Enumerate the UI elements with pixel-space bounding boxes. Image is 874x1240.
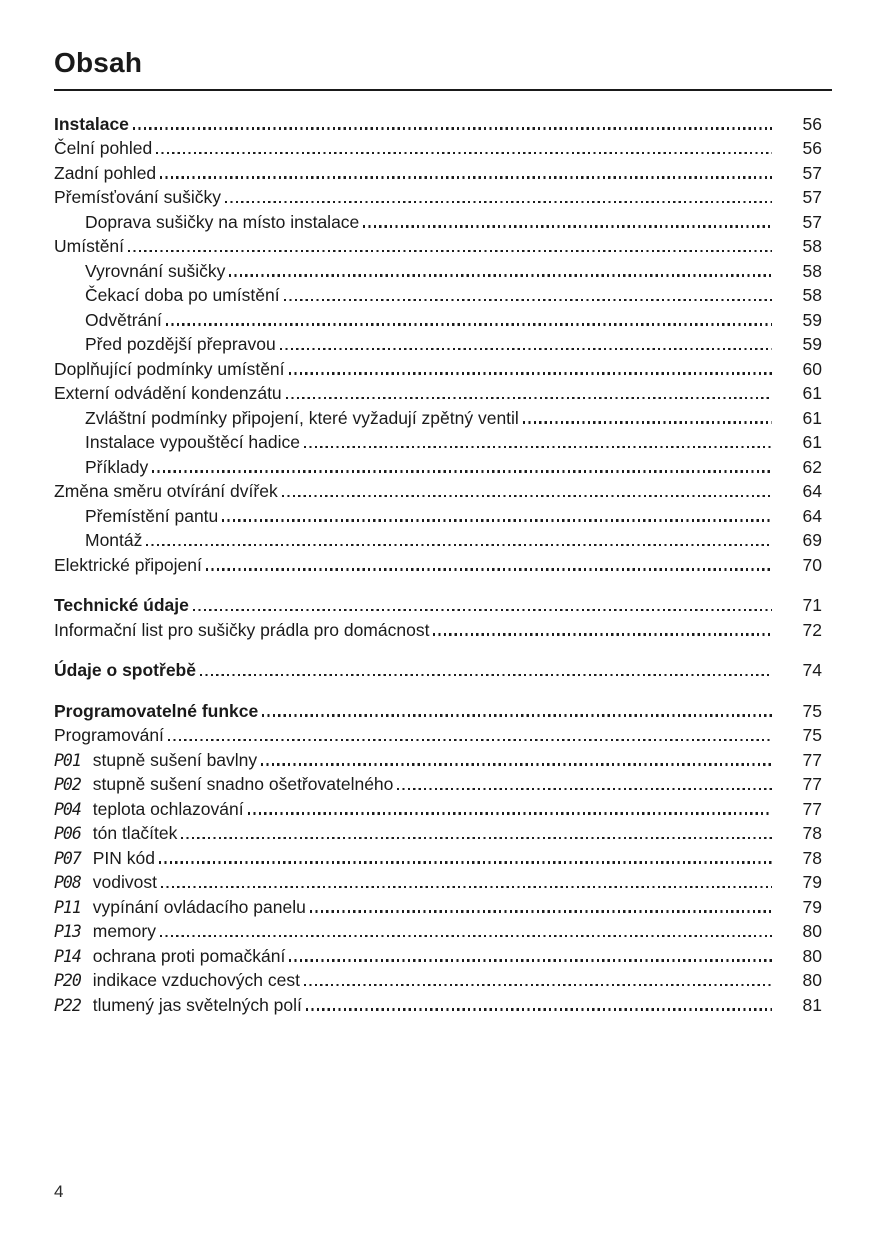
toc-dotted-leader xyxy=(193,609,772,611)
toc-entry-label: Čekací doba po umístění xyxy=(85,285,280,306)
toc-entry xyxy=(54,821,822,846)
toc-page-number: 77 xyxy=(802,774,822,795)
toc-dotted-leader xyxy=(156,152,772,154)
toc-entry xyxy=(54,259,822,284)
toc-page-number: 74 xyxy=(802,660,822,681)
toc-entry-label: tlumený jas světelných polí xyxy=(92,994,302,1015)
toc-entry-label-wrap xyxy=(54,993,302,1019)
toc-entry-label: Příklady xyxy=(85,456,149,477)
toc-entry-label: Umístění xyxy=(54,236,125,257)
toc-entry-label: Instalace vypouštěcí hadice xyxy=(85,432,300,453)
toc-list xyxy=(54,112,822,1018)
toc-entry-label: Instalace xyxy=(54,113,129,134)
toc-dotted-leader xyxy=(161,886,772,888)
toc-entry-label-wrap xyxy=(54,528,142,553)
toc-page-number: 80 xyxy=(802,945,822,966)
toc-page-number: 81 xyxy=(802,994,822,1015)
toc-dotted-leader xyxy=(397,788,772,790)
toc-entry-label-wrap xyxy=(54,797,244,823)
toc-page-number: 71 xyxy=(802,595,822,616)
toc-dotted-leader xyxy=(433,633,772,635)
toc-entry-label-wrap xyxy=(54,919,156,945)
toc-entry-label: Vyrovnání sušičky xyxy=(85,260,226,281)
toc-entry-program-code: P13 xyxy=(54,922,90,942)
toc-entry-label-wrap xyxy=(54,357,285,382)
toc-entry xyxy=(54,919,822,944)
toc-dotted-leader xyxy=(128,250,772,252)
toc-entry xyxy=(54,504,822,529)
toc-entry-label-wrap xyxy=(54,553,202,578)
toc-entry-label: Přemísťování sušičky xyxy=(54,187,222,208)
document-page xyxy=(54,48,832,1017)
toc-dotted-leader xyxy=(284,299,772,301)
toc-entry xyxy=(54,112,822,137)
toc-entry xyxy=(54,455,822,480)
toc-entry-label-wrap xyxy=(54,748,257,774)
toc-page-number: 79 xyxy=(802,896,822,917)
toc-entry-label: indikace vzduchových cest xyxy=(92,970,300,991)
toc-entry-label: memory xyxy=(92,921,156,942)
toc-entry-label: Externí odvádění kondenzátu xyxy=(54,383,282,404)
toc-entry xyxy=(54,944,822,969)
toc-entry-label-wrap xyxy=(54,821,177,847)
toc-dotted-leader xyxy=(225,201,772,203)
toc-dotted-leader xyxy=(160,935,772,937)
toc-dotted-leader xyxy=(166,323,772,325)
toc-entry-label: Elektrické připojení xyxy=(54,554,202,575)
toc-entry-label: tón tlačítek xyxy=(92,823,178,844)
toc-entry-label: Doplňující podmínky umístění xyxy=(54,358,285,379)
toc-dotted-leader xyxy=(200,674,772,676)
toc-entry-program-code: P08 xyxy=(54,873,90,893)
toc-entry xyxy=(54,528,822,553)
toc-dotted-leader xyxy=(363,225,772,227)
toc-dotted-leader xyxy=(286,397,772,399)
toc-entry-program-code: P02 xyxy=(54,775,90,795)
toc-entry-label-wrap xyxy=(54,944,285,970)
title-rule xyxy=(54,89,832,91)
toc-page-number: 64 xyxy=(802,481,822,502)
toc-entry-label-wrap xyxy=(54,968,300,994)
toc-page-number: 61 xyxy=(802,432,822,453)
toc-entry-label: Montáž xyxy=(85,530,143,551)
toc-page-number: 69 xyxy=(802,530,822,551)
toc-page-number: 77 xyxy=(802,798,822,819)
toc-entry-label: PIN kód xyxy=(92,847,155,868)
toc-page-number: 62 xyxy=(802,456,822,477)
toc-entry xyxy=(54,332,822,357)
toc-entry xyxy=(54,430,822,455)
toc-entry-label-wrap xyxy=(54,504,218,529)
toc-entry-label-wrap xyxy=(54,234,124,259)
toc-entry-label-wrap xyxy=(54,455,148,480)
page-title: Obsah xyxy=(54,47,143,78)
toc-entry-label: Před pozdější přepravou xyxy=(85,334,276,355)
toc-entry xyxy=(54,658,822,683)
toc-entry-label-wrap xyxy=(54,723,164,748)
toc-page-number: 58 xyxy=(802,260,822,281)
toc-entry-label-wrap xyxy=(54,210,359,235)
toc-page-number: 77 xyxy=(802,749,822,770)
toc-entry-label-wrap xyxy=(54,430,300,455)
toc-entry-label-wrap xyxy=(54,136,152,161)
toc-entry xyxy=(54,593,822,618)
toc-page-number: 59 xyxy=(802,309,822,330)
toc-page-number: 75 xyxy=(802,700,822,721)
toc-entry-label: vodivost xyxy=(92,872,157,893)
toc-entry-label-wrap xyxy=(54,161,156,186)
toc-entry-label-wrap xyxy=(54,185,221,210)
toc-dotted-leader xyxy=(304,446,772,448)
toc-entry-label: stupně sušení snadno ošetřovatelného xyxy=(92,774,394,795)
toc-entry-program-code: P22 xyxy=(54,995,90,1015)
toc-entry-label: Čelní pohled xyxy=(54,138,153,159)
toc-page-number: 64 xyxy=(802,505,822,526)
toc-entry xyxy=(54,797,822,822)
toc-page-number: 56 xyxy=(802,113,822,134)
toc-entry-program-code: P06 xyxy=(54,824,90,844)
toc-dotted-leader xyxy=(289,959,772,961)
toc-entry xyxy=(54,479,822,504)
toc-entry xyxy=(54,723,822,748)
toc-entry-label: teplota ochlazování xyxy=(92,798,244,819)
toc-entry xyxy=(54,772,822,797)
toc-entry-label-wrap xyxy=(54,259,225,284)
toc-dotted-leader xyxy=(229,274,772,276)
toc-dotted-leader xyxy=(282,495,772,497)
toc-page-number: 80 xyxy=(802,970,822,991)
toc-dotted-leader xyxy=(310,910,772,912)
toc-dotted-leader xyxy=(181,837,772,839)
toc-entry xyxy=(54,748,822,773)
toc-entry-label-wrap xyxy=(54,699,258,724)
toc-entry-program-code: P01 xyxy=(54,750,90,770)
toc-entry-label: Zadní pohled xyxy=(54,162,157,183)
toc-entry-label: stupně sušení bavlny xyxy=(92,749,258,770)
toc-entry-label-wrap xyxy=(54,308,162,333)
toc-page-number: 78 xyxy=(802,847,822,868)
toc-dotted-leader xyxy=(222,519,772,521)
toc-dotted-leader xyxy=(168,739,772,741)
toc-page-number: 57 xyxy=(802,211,822,232)
toc-entry-label: vypínání ovládacího panelu xyxy=(92,896,306,917)
toc-page-number: 57 xyxy=(802,162,822,183)
toc-entry xyxy=(54,136,822,161)
toc-entry xyxy=(54,283,822,308)
toc-entry-program-code: P20 xyxy=(54,971,90,991)
toc-dotted-leader xyxy=(523,421,772,423)
toc-dotted-leader xyxy=(159,861,772,863)
toc-entry xyxy=(54,234,822,259)
toc-entry xyxy=(54,357,822,382)
toc-entry xyxy=(54,993,822,1018)
toc-dotted-leader xyxy=(206,568,772,570)
toc-page-number: 60 xyxy=(802,358,822,379)
toc-page-number: 75 xyxy=(802,725,822,746)
toc-entry-label: Informační list pro sušičky prádla pro domácnost xyxy=(54,619,430,640)
toc-page-number: 58 xyxy=(802,285,822,306)
toc-entry xyxy=(54,381,822,406)
toc-entry-label-wrap xyxy=(54,618,429,643)
toc-dotted-leader xyxy=(280,348,772,350)
toc-entry-label: Odvětrání xyxy=(85,309,162,330)
toc-entry-label-wrap xyxy=(54,772,393,798)
toc-page-number: 61 xyxy=(802,407,822,428)
toc-entry-label-wrap xyxy=(54,593,189,618)
toc-entry xyxy=(54,161,822,186)
toc-page-number: 70 xyxy=(802,554,822,575)
toc-entry-label-wrap xyxy=(54,406,519,431)
toc-dotted-leader xyxy=(262,714,772,716)
toc-dotted-leader xyxy=(304,984,772,986)
toc-entry xyxy=(54,406,822,431)
toc-entry xyxy=(54,895,822,920)
toc-entry xyxy=(54,870,822,895)
toc-entry xyxy=(54,308,822,333)
toc-entry-label: Zvláštní podmínky připojení, které vyžadují zpětný ventil xyxy=(85,407,519,428)
toc-entry-label-wrap xyxy=(54,332,276,357)
toc-page-number: 57 xyxy=(802,187,822,208)
toc-entry xyxy=(54,846,822,871)
toc-page-number: 59 xyxy=(802,334,822,355)
toc-page-number: 58 xyxy=(802,236,822,257)
toc-entry-label: Programovatelné funkce xyxy=(54,700,259,721)
toc-dotted-leader xyxy=(160,176,772,178)
toc-entry-label-wrap xyxy=(54,381,282,406)
toc-dotted-leader xyxy=(146,544,772,546)
toc-entry xyxy=(54,968,822,993)
toc-entry-label-wrap xyxy=(54,283,280,308)
toc-entry xyxy=(54,553,822,578)
toc-entry-label: ochrana proti pomačkání xyxy=(92,945,286,966)
toc-entry-label: Údaje o spotřebě xyxy=(54,660,196,681)
toc-entry-label-wrap xyxy=(54,870,157,896)
toc-entry xyxy=(54,185,822,210)
toc-dotted-leader xyxy=(289,372,772,374)
toc-dotted-leader xyxy=(248,812,772,814)
toc-entry-label: Technické údaje xyxy=(54,595,189,616)
toc-entry-label-wrap xyxy=(54,112,129,137)
toc-entry-label: Programování xyxy=(54,725,164,746)
toc-entry-program-code: P07 xyxy=(54,848,90,868)
toc-entry-label: Přemístění pantu xyxy=(85,505,219,526)
toc-dotted-leader xyxy=(306,1008,772,1010)
toc-entry-label: Doprava sušičky na místo instalace xyxy=(85,211,360,232)
toc-dotted-leader xyxy=(261,763,772,765)
toc-page-number: 72 xyxy=(802,619,822,640)
toc-page-number: 56 xyxy=(802,138,822,159)
toc-dotted-leader xyxy=(133,127,772,129)
toc-page-number: 80 xyxy=(802,921,822,942)
toc-entry-label-wrap xyxy=(54,658,196,683)
toc-entry xyxy=(54,618,822,643)
footer-page-number: 4 xyxy=(54,1182,64,1201)
toc-entry-program-code: P04 xyxy=(54,799,90,819)
toc-page-number: 61 xyxy=(802,383,822,404)
toc-entry-program-code: P11 xyxy=(54,897,90,917)
toc-page-number: 79 xyxy=(802,872,822,893)
toc-entry-label-wrap xyxy=(54,895,306,921)
toc-dotted-leader xyxy=(152,470,772,472)
toc-entry-program-code: P14 xyxy=(54,946,90,966)
toc-entry-label-wrap xyxy=(54,846,155,872)
toc-entry xyxy=(54,210,822,235)
toc-page-number: 78 xyxy=(802,823,822,844)
toc-entry-label-wrap xyxy=(54,479,278,504)
toc-entry xyxy=(54,699,822,724)
toc-entry-label: Změna směru otvírání dvířek xyxy=(54,481,278,502)
